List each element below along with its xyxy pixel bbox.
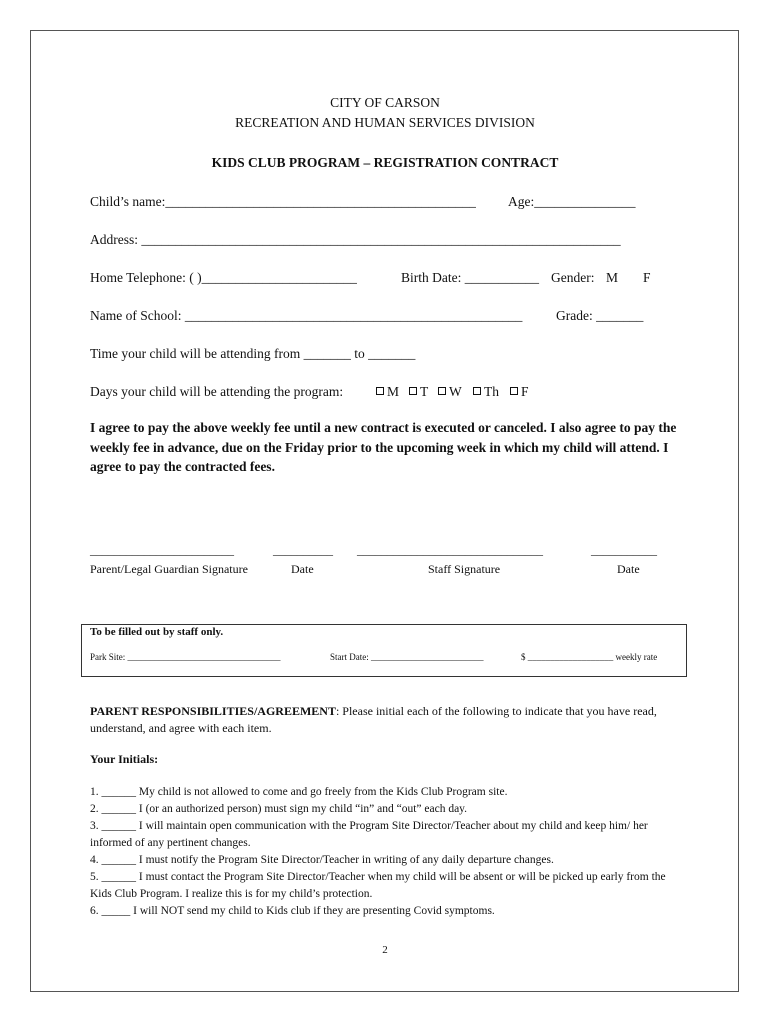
form-title: KIDS CLUB PROGRAM – REGISTRATION CONTRACT: [211, 155, 559, 170]
list-item[interactable]: 2. ______ I (or an authorized person) must sign my child “in” and “out” each day.: [90, 803, 468, 815]
checkbox-icon: [473, 387, 481, 395]
child-name-field[interactable]: Child’s name:______________________________________________: [90, 194, 476, 209]
age-field[interactable]: Age:_______________: [508, 194, 636, 209]
day-checkbox-tuesday[interactable]: T: [409, 384, 428, 400]
day-checkbox-wednesday[interactable]: W: [438, 384, 462, 400]
gender-label: Gender:: [551, 270, 595, 285]
city-heading: CITY OF CARSON: [330, 95, 440, 110]
staff-box-heading: To be filled out by staff only.: [90, 626, 224, 638]
guardian-signature-line[interactable]: ________________________: [90, 543, 234, 557]
start-date-field[interactable]: Start Date: _________________________: [330, 652, 484, 662]
list-item[interactable]: 6. _____ I will NOT send my child to Kids club if they are presenting Covid symptoms.: [90, 905, 495, 917]
day-checkbox-friday[interactable]: F: [510, 384, 529, 400]
responsibilities-intro-text: : Please initial each of the following to indicate that you have read, understand, and agree with each item.: [90, 704, 657, 735]
address-field[interactable]: Address: _______________________________________________________________________: [90, 232, 621, 247]
list-item[interactable]: 1. ______ My child is not allowed to come and go freely from the Kids Club Program site.: [90, 786, 508, 798]
staff-signature-label: Staff Signature: [428, 562, 501, 576]
staff-date-line[interactable]: ___________: [591, 543, 657, 557]
days-label: Days your child will be attending the program:: [90, 384, 344, 399]
responsibilities-heading: PARENT RESPONSIBILITIES/AGREEMENT: [90, 704, 336, 718]
guardian-signature-label: Parent/Legal Guardian Signature: [90, 562, 248, 576]
list-item[interactable]: 5. ______ I must contact the Program Site Director/Teacher when my child will be absent or will be picked up early from the Kids Club Program. I realize this is for my child’s protection.: [90, 871, 666, 900]
park-site-field[interactable]: Park Site: __________________________________: [90, 652, 281, 662]
grade-field[interactable]: Grade: _______: [556, 308, 644, 323]
home-telephone-field[interactable]: Home Telephone: ( )_______________________: [90, 270, 357, 285]
guardian-date-line[interactable]: __________: [273, 543, 333, 557]
checkbox-icon: [376, 387, 384, 395]
attendance-time-field[interactable]: Time your child will be attending from _______ to _______: [90, 346, 416, 361]
list-item[interactable]: 4. ______ I must notify the Program Site Director/Teacher in writing of any daily departure changes.: [90, 854, 554, 866]
birth-date-field[interactable]: Birth Date: ___________: [401, 270, 539, 285]
page-number: 2: [382, 944, 388, 956]
school-field[interactable]: Name of School: __________________________________________________: [90, 308, 523, 323]
list-item[interactable]: 3. ______ I will maintain open communication with the Program Site Director/Teacher about my child and keep him/ her informed of any pertinent changes.: [90, 820, 648, 849]
division-heading: RECREATION AND HUMAN SERVICES DIVISION: [235, 115, 535, 130]
guardian-date-label: Date: [291, 562, 314, 576]
responsibilities-intro: [90, 703, 690, 737]
day-checkbox-thursday[interactable]: Th: [473, 384, 499, 400]
your-initials-label: Your Initials:: [90, 752, 159, 766]
fee-agreement-paragraph: I agree to pay the above weekly fee until a new contract is executed or canceled. I also agree to pay the weekly fee in advance, due on the Friday prior to the upcoming week in which my child will attend. I agree to pay the contracted fees.: [90, 420, 677, 474]
gender-f-option[interactable]: F: [643, 270, 651, 285]
staff-signature-line[interactable]: _______________________________: [357, 543, 543, 557]
checkbox-icon: [438, 387, 446, 395]
gender-m-option[interactable]: M: [606, 270, 619, 285]
staff-date-label: Date: [617, 562, 640, 576]
day-checkbox-monday[interactable]: M: [376, 384, 399, 400]
checkbox-icon: [409, 387, 417, 395]
weekly-rate-field[interactable]: $ ___________________ weekly rate: [521, 652, 658, 662]
checkbox-icon: [510, 387, 518, 395]
